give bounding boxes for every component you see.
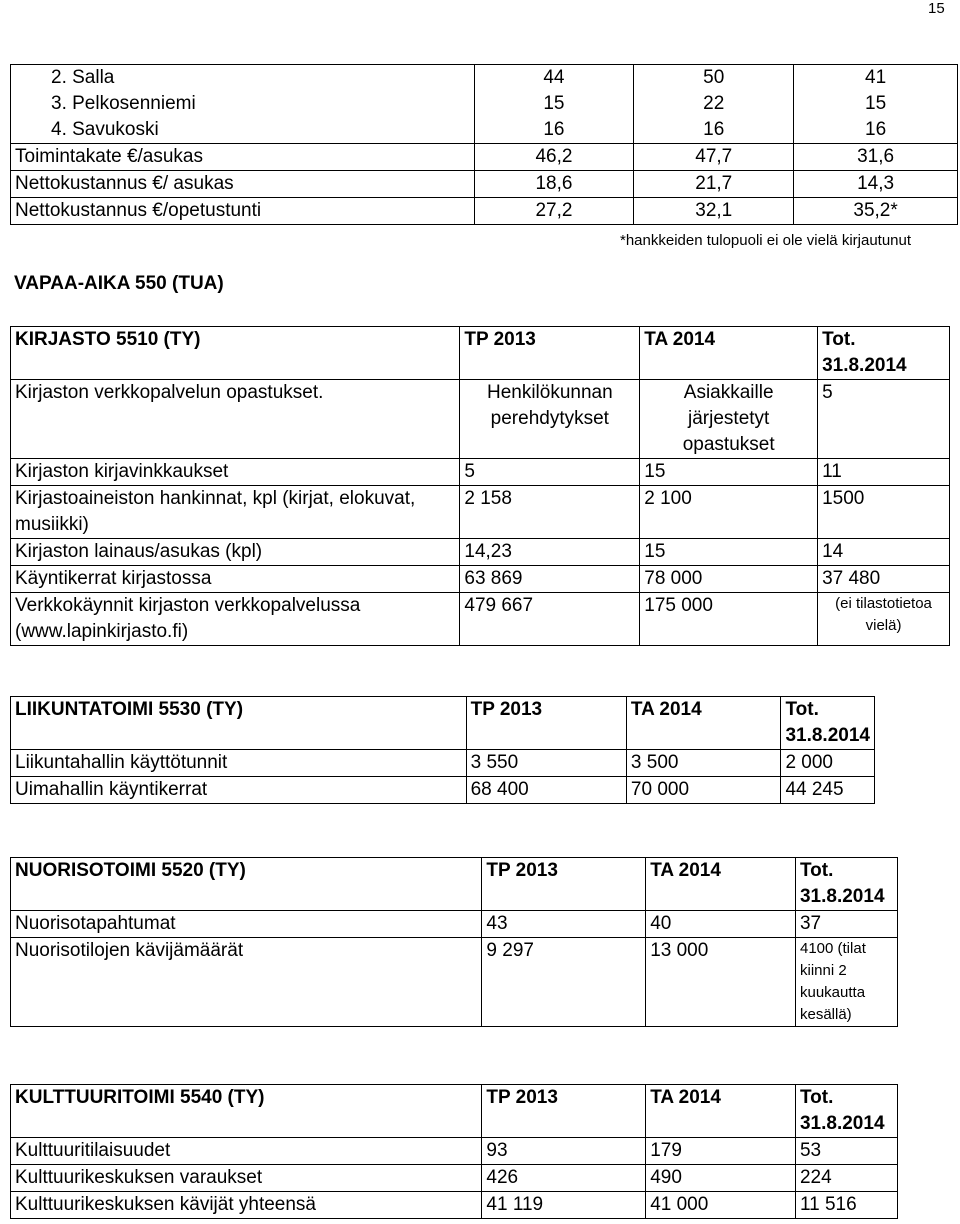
table-row — [11, 380, 950, 459]
row-label: Nuorisotapahtumat — [11, 911, 482, 938]
kulttuuri-table — [10, 1084, 898, 1219]
table-cell: 37 480 — [818, 566, 950, 593]
table-row — [11, 198, 958, 225]
count-value: 50 — [703, 67, 725, 88]
row-label: Kirjaston kirjavinkkaukset — [11, 459, 460, 486]
row-label: Nettokustannus €/ asukas — [11, 171, 475, 198]
column-header: TA 2014 — [646, 1085, 796, 1138]
kirjasto-table — [10, 326, 950, 646]
page-number: 15 — [928, 0, 945, 17]
table-cell: 15 — [640, 539, 818, 566]
table-cell: 179 — [646, 1138, 796, 1165]
table-cell: 14,3 — [794, 171, 958, 198]
row-label: Käyntikerrat kirjastossa — [11, 566, 460, 593]
count-value: 16 — [865, 119, 887, 140]
table-cell: 5 — [818, 380, 950, 459]
nuoriso-table — [10, 857, 898, 1027]
row-label: Kulttuurikeskuksen kävijät yhteensä — [11, 1192, 482, 1219]
table-cell: 31,6 — [794, 144, 958, 171]
column-header: TP 2013 — [482, 858, 646, 911]
table-row — [11, 750, 875, 777]
table-cell: 37 — [795, 911, 897, 938]
table-row — [11, 144, 958, 171]
table-header: LIIKUNTATOIMI 5530 (TY) — [11, 697, 467, 750]
column-header: Tot. 31.8.2014 — [781, 697, 875, 750]
table-cell: 68 400 — [466, 777, 626, 804]
row-label: Kirjaston verkkopalvelun opastukset. — [11, 380, 460, 459]
row-label: Nuorisotilojen kävijämäärät — [11, 938, 482, 1027]
table-cell: 2 100 — [640, 486, 818, 539]
row-label: Kirjastoaineiston hankinnat, kpl (kirjat, elokuvat, musiikki) — [11, 486, 460, 539]
table-cell: 32,1 — [634, 198, 794, 225]
table-cell: 3 550 — [466, 750, 626, 777]
table-cell: 14,23 — [460, 539, 640, 566]
table-cell: 5 — [460, 459, 640, 486]
table-cell: (ei tilastotietoa vielä) — [818, 593, 950, 646]
table-cell: 47,7 — [634, 144, 794, 171]
table-cell: 14 — [818, 539, 950, 566]
table-cell: 4100 (tilat kiinni 2 kuukautta kesällä) — [795, 938, 897, 1027]
table-row — [11, 938, 898, 1027]
table-cell — [794, 65, 958, 144]
table-row — [11, 327, 950, 380]
table-header: NUORISOTOIMI 5520 (TY) — [11, 858, 482, 911]
table-cell: Asiakkaille järjestetyt opastukset — [640, 380, 818, 459]
table-row — [11, 566, 950, 593]
row-label: Verkkokäynnit kirjaston verkkopalvelussa (www.lapinkirjasto.fi) — [11, 593, 460, 646]
table-cell: 53 — [795, 1138, 897, 1165]
count-value: 16 — [543, 119, 565, 140]
table-row — [11, 1192, 898, 1219]
row-label: Kirjaston lainaus/asukas (kpl) — [11, 539, 460, 566]
count-value: 22 — [703, 93, 725, 114]
table-cell: 9 297 — [482, 938, 646, 1027]
column-header: TA 2014 — [646, 858, 796, 911]
table-cell: 175 000 — [640, 593, 818, 646]
table-cell: 426 — [482, 1165, 646, 1192]
column-header: TA 2014 — [626, 697, 781, 750]
table-header: KULTTUURITOIMI 5540 (TY) — [11, 1085, 482, 1138]
table-cell — [474, 65, 634, 144]
table-cell: 70 000 — [626, 777, 781, 804]
list-item: 2. Salla — [51, 67, 115, 88]
table-header: KIRJASTO 5510 (TY) — [11, 327, 460, 380]
table-row — [11, 858, 898, 911]
table-cell: 41 119 — [482, 1192, 646, 1219]
table-cell: Henkilökunnan perehdytykset — [460, 380, 640, 459]
count-value: 15 — [865, 93, 887, 114]
table-cell: 11 — [818, 459, 950, 486]
table-row — [11, 911, 898, 938]
table-row — [11, 777, 875, 804]
table-row — [11, 697, 875, 750]
table-row — [11, 1138, 898, 1165]
table-row — [11, 1165, 898, 1192]
row-label: Kulttuuritilaisuudet — [11, 1138, 482, 1165]
table-cell: 46,2 — [474, 144, 634, 171]
table-cell: 3 500 — [626, 750, 781, 777]
table-cell: 35,2* — [794, 198, 958, 225]
table-row — [11, 539, 950, 566]
table-row — [11, 486, 950, 539]
count-value: 15 — [543, 93, 565, 114]
table-cell: 2 158 — [460, 486, 640, 539]
table-row — [11, 1085, 898, 1138]
table-cell: 224 — [795, 1165, 897, 1192]
list-item: 4. Savukoski — [51, 119, 159, 140]
column-header: TP 2013 — [482, 1085, 646, 1138]
column-header: TP 2013 — [466, 697, 626, 750]
table-cell: 490 — [646, 1165, 796, 1192]
top-stats-table — [10, 64, 958, 225]
liikunta-table — [10, 696, 875, 804]
table-cell: 479 667 — [460, 593, 640, 646]
table-cell: 43 — [482, 911, 646, 938]
table-cell: 44 245 — [781, 777, 875, 804]
count-value: 16 — [703, 119, 725, 140]
column-header: TP 2013 — [460, 327, 640, 380]
row-label: Uimahallin käyntikerrat — [11, 777, 467, 804]
table-cell: 15 — [640, 459, 818, 486]
row-label: Kulttuurikeskuksen varaukset — [11, 1165, 482, 1192]
table-cell: 63 869 — [460, 566, 640, 593]
count-value: 41 — [865, 67, 887, 88]
table-cell: 13 000 — [646, 938, 796, 1027]
table-cell: 2 000 — [781, 750, 875, 777]
table-row — [11, 65, 958, 144]
list-item: 3. Pelkosenniemi — [51, 93, 196, 114]
table-cell: 78 000 — [640, 566, 818, 593]
table-cell: 41 000 — [646, 1192, 796, 1219]
row-label: Toimintakate €/asukas — [11, 144, 475, 171]
column-header: Tot. 31.8.2014 — [818, 327, 950, 380]
column-header: Tot. 31.8.2014 — [795, 858, 897, 911]
table-row — [11, 171, 958, 198]
table-cell: 27,2 — [474, 198, 634, 225]
table-cell: 18,6 — [474, 171, 634, 198]
table-cell: 93 — [482, 1138, 646, 1165]
table-row — [11, 593, 950, 646]
section-heading: VAPAA-AIKA 550 (TUA) — [14, 273, 224, 294]
municipality-list — [11, 65, 475, 144]
table-cell: 40 — [646, 911, 796, 938]
table-cell: 11 516 — [795, 1192, 897, 1219]
count-value: 44 — [543, 67, 565, 88]
row-label: Liikuntahallin käyttötunnit — [11, 750, 467, 777]
column-header: TA 2014 — [640, 327, 818, 380]
table-cell: 21,7 — [634, 171, 794, 198]
table-row — [11, 459, 950, 486]
footnote: *hankkeiden tulopuoli ei ole vielä kirjautunut — [620, 232, 912, 249]
column-header: Tot. 31.8.2014 — [795, 1085, 897, 1138]
table-cell — [634, 65, 794, 144]
row-label: Nettokustannus €/opetustunti — [11, 198, 475, 225]
table-cell: 1500 — [818, 486, 950, 539]
